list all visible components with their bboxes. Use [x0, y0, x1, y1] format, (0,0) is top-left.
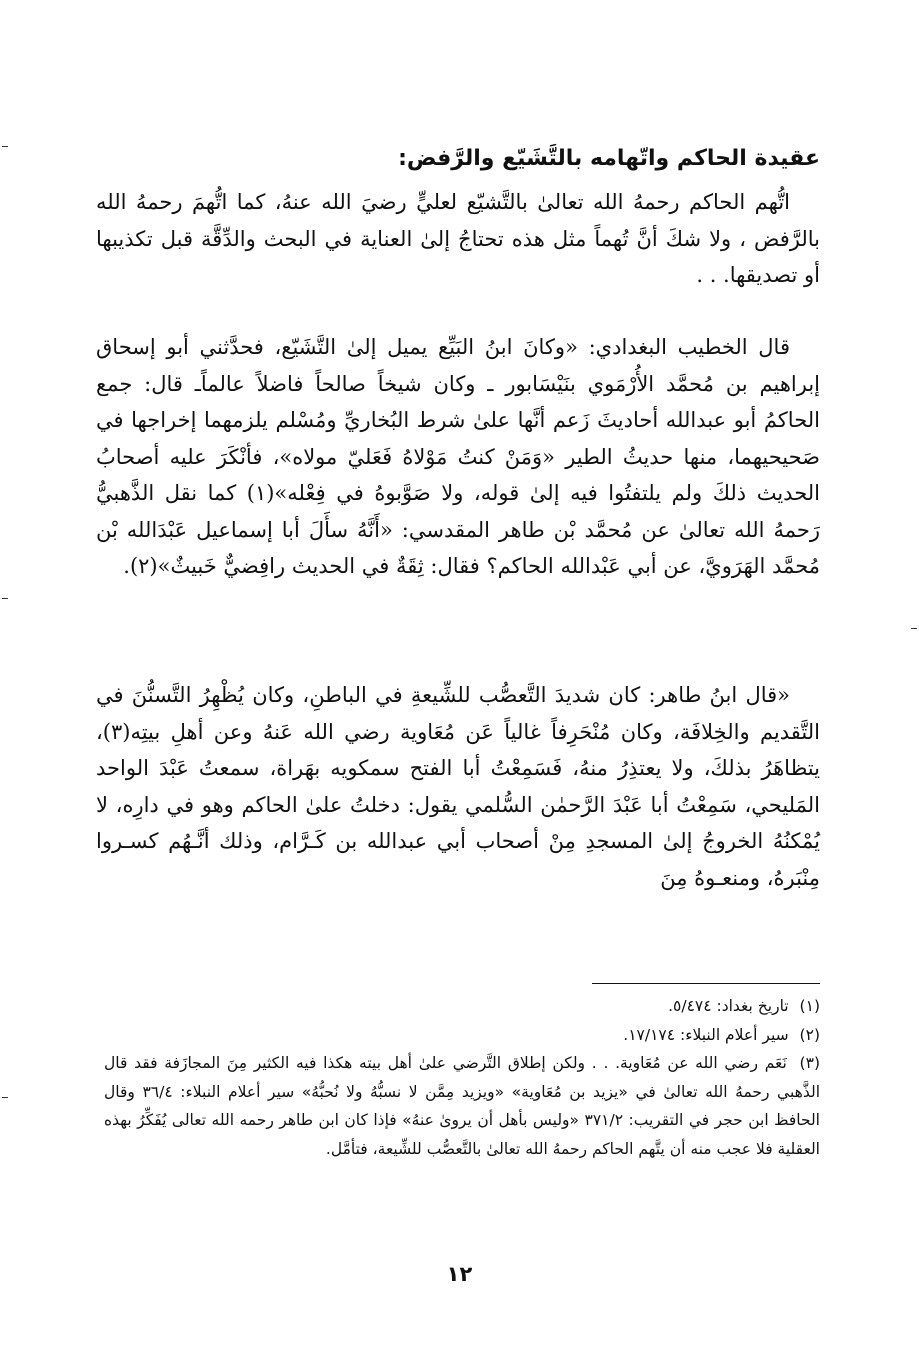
scan-margin-mark [911, 628, 917, 629]
footnote-number: (٢) [799, 1025, 820, 1044]
paragraph-1 [96, 184, 820, 294]
paragraph-3 [96, 677, 820, 896]
footnote-3 [104, 1049, 820, 1163]
paragraph-text: اتُّهم الحاكم رحمهُ الله تعالىٰ بالتَّشيّع لعليٍّ رضيَ الله عنهُ، كما اتُّهمَ رحمهُ الله بالرَّفض ، ولا شكَ أنَّ تُهماً مثل هذه تحتاجُ إلىٰ العناية في البحث والدِّقَّة قبل تكذيبها أو تصديقها. . . [96, 190, 820, 287]
footnote-divider [592, 983, 820, 984]
footnote-1 [104, 992, 820, 1021]
scan-margin-mark [2, 598, 8, 599]
footnote-text: نَعَم رضي الله عن مُعَاوية. . . ولكن إطلاق التَّرضي علىٰ أهل بيته هكذا فيه الكثير مِنَ المجازَفة فقد قال الذَّهبي رحمهُ الله تعالىٰ في «يزيد بن مُعَاوية» «ويزيد مِمَّن لا نسبُّهُ ولا نُحبُّهُ» سير أعلام النبلاء: ٣٦/٤ وقال الحافظ ابن حجر في التقريب: ٣٧١/٢ «وليس بأهل أن يروىٰ عنهُ» فإذا كان ابن طاهر رحمه الله تعالى يُفَكِّرُ بهذه العقلية فلا عجب منه أن يتَّهم الحاكم رحمهُ الله تعالىٰ بالتَّعصُّب للشِّيعة، فتأمَّل. [104, 1054, 820, 1158]
footnote-2 [104, 1021, 820, 1050]
footnote-number: (١) [799, 997, 820, 1015]
section-heading: عقيدة الحاكم واتّهامه بالتَّشَيّع والرَّفض: [398, 146, 820, 171]
paragraph-text: «قال ابنُ طاهر: كان شديدَ التَّعصُّب للشِّيعةِ في الباطنِ، وكان يُظْهِرُ التَّسنُّنَ في التَّقديم والخِلافَة، وكان مُنْحَرِفاً غالياً عَن مُعَاوية رضي الله عَنهُ وعن أهلِ بيتِه(٣)، يتظاهَرُ بذلكَ، ولا يعتذِرُ منهُ، فَسَمِعْتُ أبا الفتح سمكويه بهَراة، سمعتُ عَبْدَ الواحد المَليحي، سَمِعْتُ أبا عَبْدَ الرَّحمٰن السُّلمي يقول: دخلتُ علىٰ الحاكم وهو في دارِه، لا يُمْكنُهُ الخروجُ إلىٰ المسجدِ مِنْ أصحاب أبي عبدالله بن كَـرَّام، وذلك أنَّـهُم كسـروا مِنْبَرهُ، ومنعـوهُ مِنَ [96, 683, 820, 890]
footnote-text: تاريخ بغداد: ٥/٤٧٤. [668, 997, 789, 1015]
scan-margin-mark [2, 146, 8, 147]
paragraph-2 [96, 329, 820, 585]
scan-margin-mark [2, 1097, 8, 1098]
page-number: ١٢ [446, 1262, 473, 1286]
footnotes [104, 992, 820, 1164]
footnote-number: (٣) [799, 1054, 820, 1073]
footnote-text: سير أعلام النبلاء: ١٧/١٧٤. [623, 1025, 789, 1044]
paragraph-text: قال الخطيب البغدادي: «وكانَ ابنُ البَيِّع يميل إلىٰ التَّشَيّع، فحدَّثني أبو إسحاق إبراهيم بن مُحمَّد الأُرْمَوي بنَيْسَابور ـ وكان شيخاً صالحاً فاضلاً عالماًـ قال: جمع الحاكمُ أبو عبدالله أحاديثَ زَعم أنَّها علىٰ شرط البُخاريِّ ومُسْلم يلزمهما إخراجها في صَحيحيهما، منها حديثُ الطير «وَمَنْ كنتُ مَوْلاهُ فَعَليّ مولاه»، فأنْكَرَ عليه أصحابُ الحديث ذلكَ ولم يلتفتُوا فيه إلىٰ قوله، ولا صَوَّبوهُ في فِعْله»(١) كما نقل الذَّهبيُّ رَحمهُ الله تعالىٰ عن مُحمَّد بْن طاهر المقدسي: «أَنَّهُ سأَلَ أبا إسماعيل عَبْدَالله بْن مُحمَّد الهَرَويَّ، عن أبي عَبْدالله الحاكم؟ فقال: ثِقَةٌ في الحديث رافِضيٌّ خَبيثٌ»(٢). [96, 335, 820, 578]
